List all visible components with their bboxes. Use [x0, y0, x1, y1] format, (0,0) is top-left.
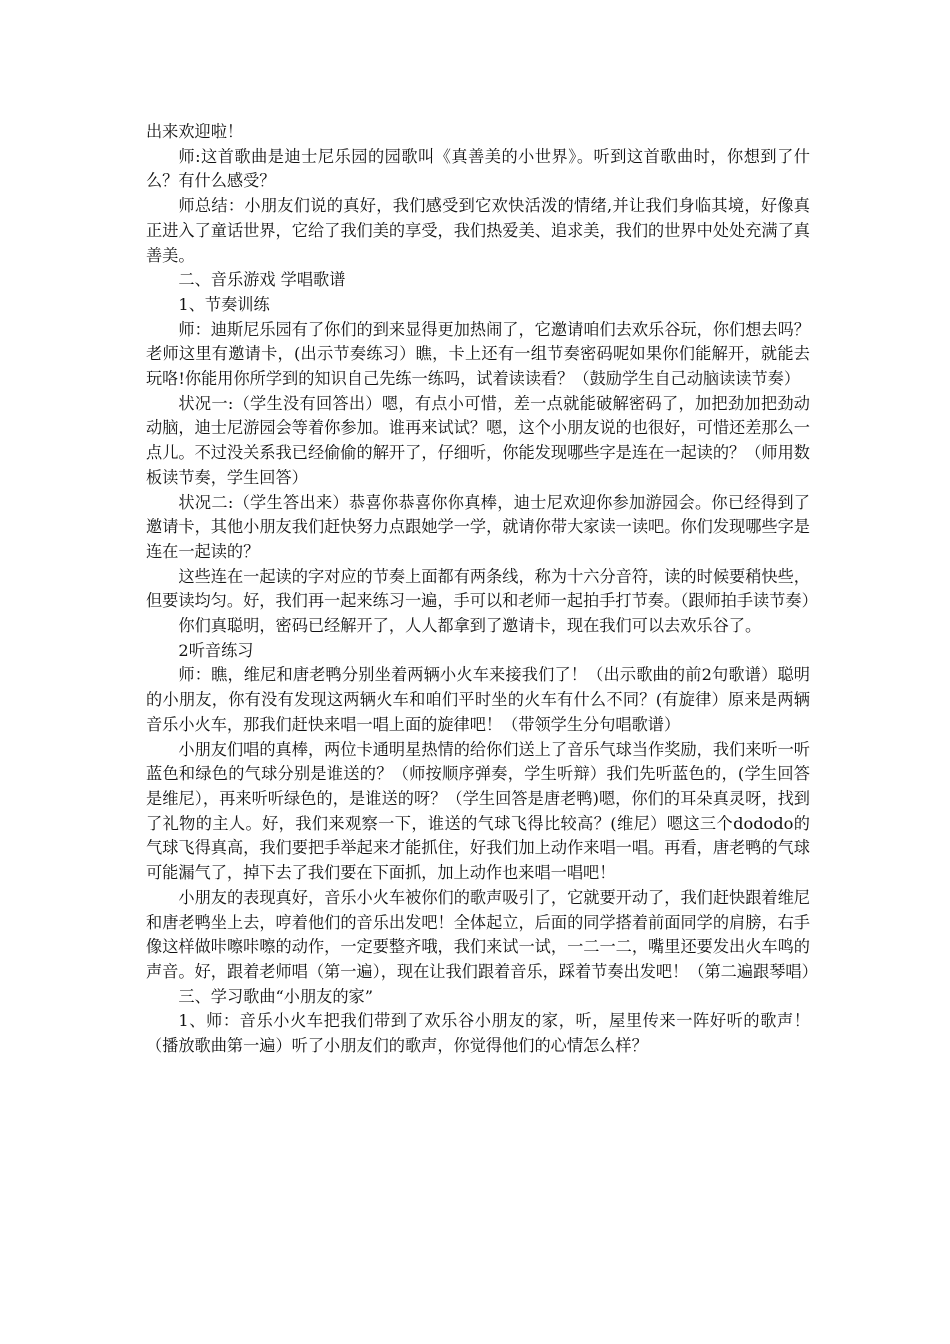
paragraph: 这些连在一起读的字对应的节奏上面都有两条线，称为十六分音符，读的时候要稍快些，但要读均匀。好，我们再一起来练习一遍，手可以和老师一起拍手打节奏。（跟师拍手读节奏）: [146, 566, 818, 611]
paragraph: 1、师：音乐小火车把我们带到了欢乐谷小朋友的家，听，屋里传来一阵好听的歌声！（播放歌曲第一遍）听了小朋友们的歌声，你觉得他们的心情怎么样？: [146, 1011, 810, 1056]
subsection-heading: 2听音练习: [178, 640, 254, 660]
paragraph: 你们真聪明，密码已经解开了，人人都拿到了邀请卡，现在我们可以去欢乐谷了。: [178, 616, 762, 636]
paragraph: 小朋友们唱的真棒，两位卡通明星热情的给你们送上了音乐气球当作奖励，我们来听一听蓝色和绿色的气球分别是谁送的？（师按顺序弹奏，学生听辩）我们先听蓝色的，(学生回答是维尼），再来听听绿色的，是谁送的呀？（学生回答是唐老鸭)嗯，你们的耳朵真灵呀，找到了礼物的主人。好，我们来观察一下，谁送的气球飞得比较高？(维尼）嗯这三个dododo的气球飞得真高，我们要把手举起来才能抓住，好我们加上动作来唱一唱。再看，唐老鸭的气球可能漏气了，掉下去了我们要在下面抓，加上动作也来唱一唱吧！: [146, 739, 810, 883]
paragraph: 师:这首歌曲是迪士尼乐园的园歌叫《真善美的小世界》。听到这首歌曲时，你想到了什么？有什么感受？: [146, 146, 810, 191]
paragraph: 小朋友的表现真好，音乐小火车被你们的歌声吸引了，它就要开动了，我们赶快跟着维尼和唐老鸭坐上去，哼着他们的音乐出发吧！全体起立，后面的同学搭着前面同学的肩膀，右手像这样做咔嚓咔嚓的动作，一定要整齐哦，我们来试一试，一二一二，嘴里还要发出火车鸣的声音。好，跟着老师唱（第一遍），现在让我们跟着音乐，踩着节奏出发吧！（第二遍跟琴唱）: [146, 887, 818, 981]
document-page: [146, 120, 818, 1059]
paragraph: 师：瞧，维尼和唐老鸭分别坐着两辆小火车来接我们了！（出示歌曲的前2句歌谱）聪明的小朋友，你有没有发现这两辆火车和咱们平时坐的火车有什么不同？(有旋律）原来是两辆音乐小火车，那我们赶快来唱一唱上面的旋律吧！（带领学生分句唱歌谱）: [146, 665, 810, 734]
section-heading: 二、音乐游戏 学唱歌谱: [178, 270, 346, 290]
paragraph: 出来欢迎啦！: [146, 122, 244, 141]
paragraph: 状况二:（学生答出来）恭喜你恭喜你你真棒，迪士尼欢迎你参加游园会。你已经得到了邀请卡，其他小朋友我们赶快努力点跟她学一学，就请你带大家读一读吧。你们发现哪些字是连在一起读的？: [146, 492, 810, 561]
paragraph: 师总结：小朋友们说的真好，我们感受到它欢快活泼的情绪,并让我们身临其境，好像真正进入了童话世界，它给了我们美的享受，我们热爱美、追求美，我们的世界中处处充满了真善美。: [146, 196, 810, 265]
subsection-heading: 1、节奏训练: [178, 294, 270, 314]
section-heading: 三、学习歌曲“小朋友的家”: [178, 986, 374, 1006]
paragraph: 师：迪斯尼乐园有了你们的到来显得更加热闹了，它邀请咱们去欢乐谷玩，你们想去吗？老师这里有邀请卡，(出示节奏练习）瞧，卡上还有一组节奏密码呢如果你们能解开，就能去玩咯!你能用你所学到的知识自己先练一练吗，试着读读看？（鼓励学生自己动脑读读节奏）: [146, 319, 810, 389]
paragraph: 状况一:（学生没有回答出）嗯，有点小可惜，差一点就能破解密码了，加把劲加把劲动动脑，迪士尼游园会等着你参加。谁再来试试？嗯，这个小朋友说的也很好，可惜还差那么一点儿。不过没关系我已经偷偷的解开了，仔细听，你能发现哪些字是连在一起读的？（师用数板读节奏，学生回答）: [146, 393, 810, 487]
